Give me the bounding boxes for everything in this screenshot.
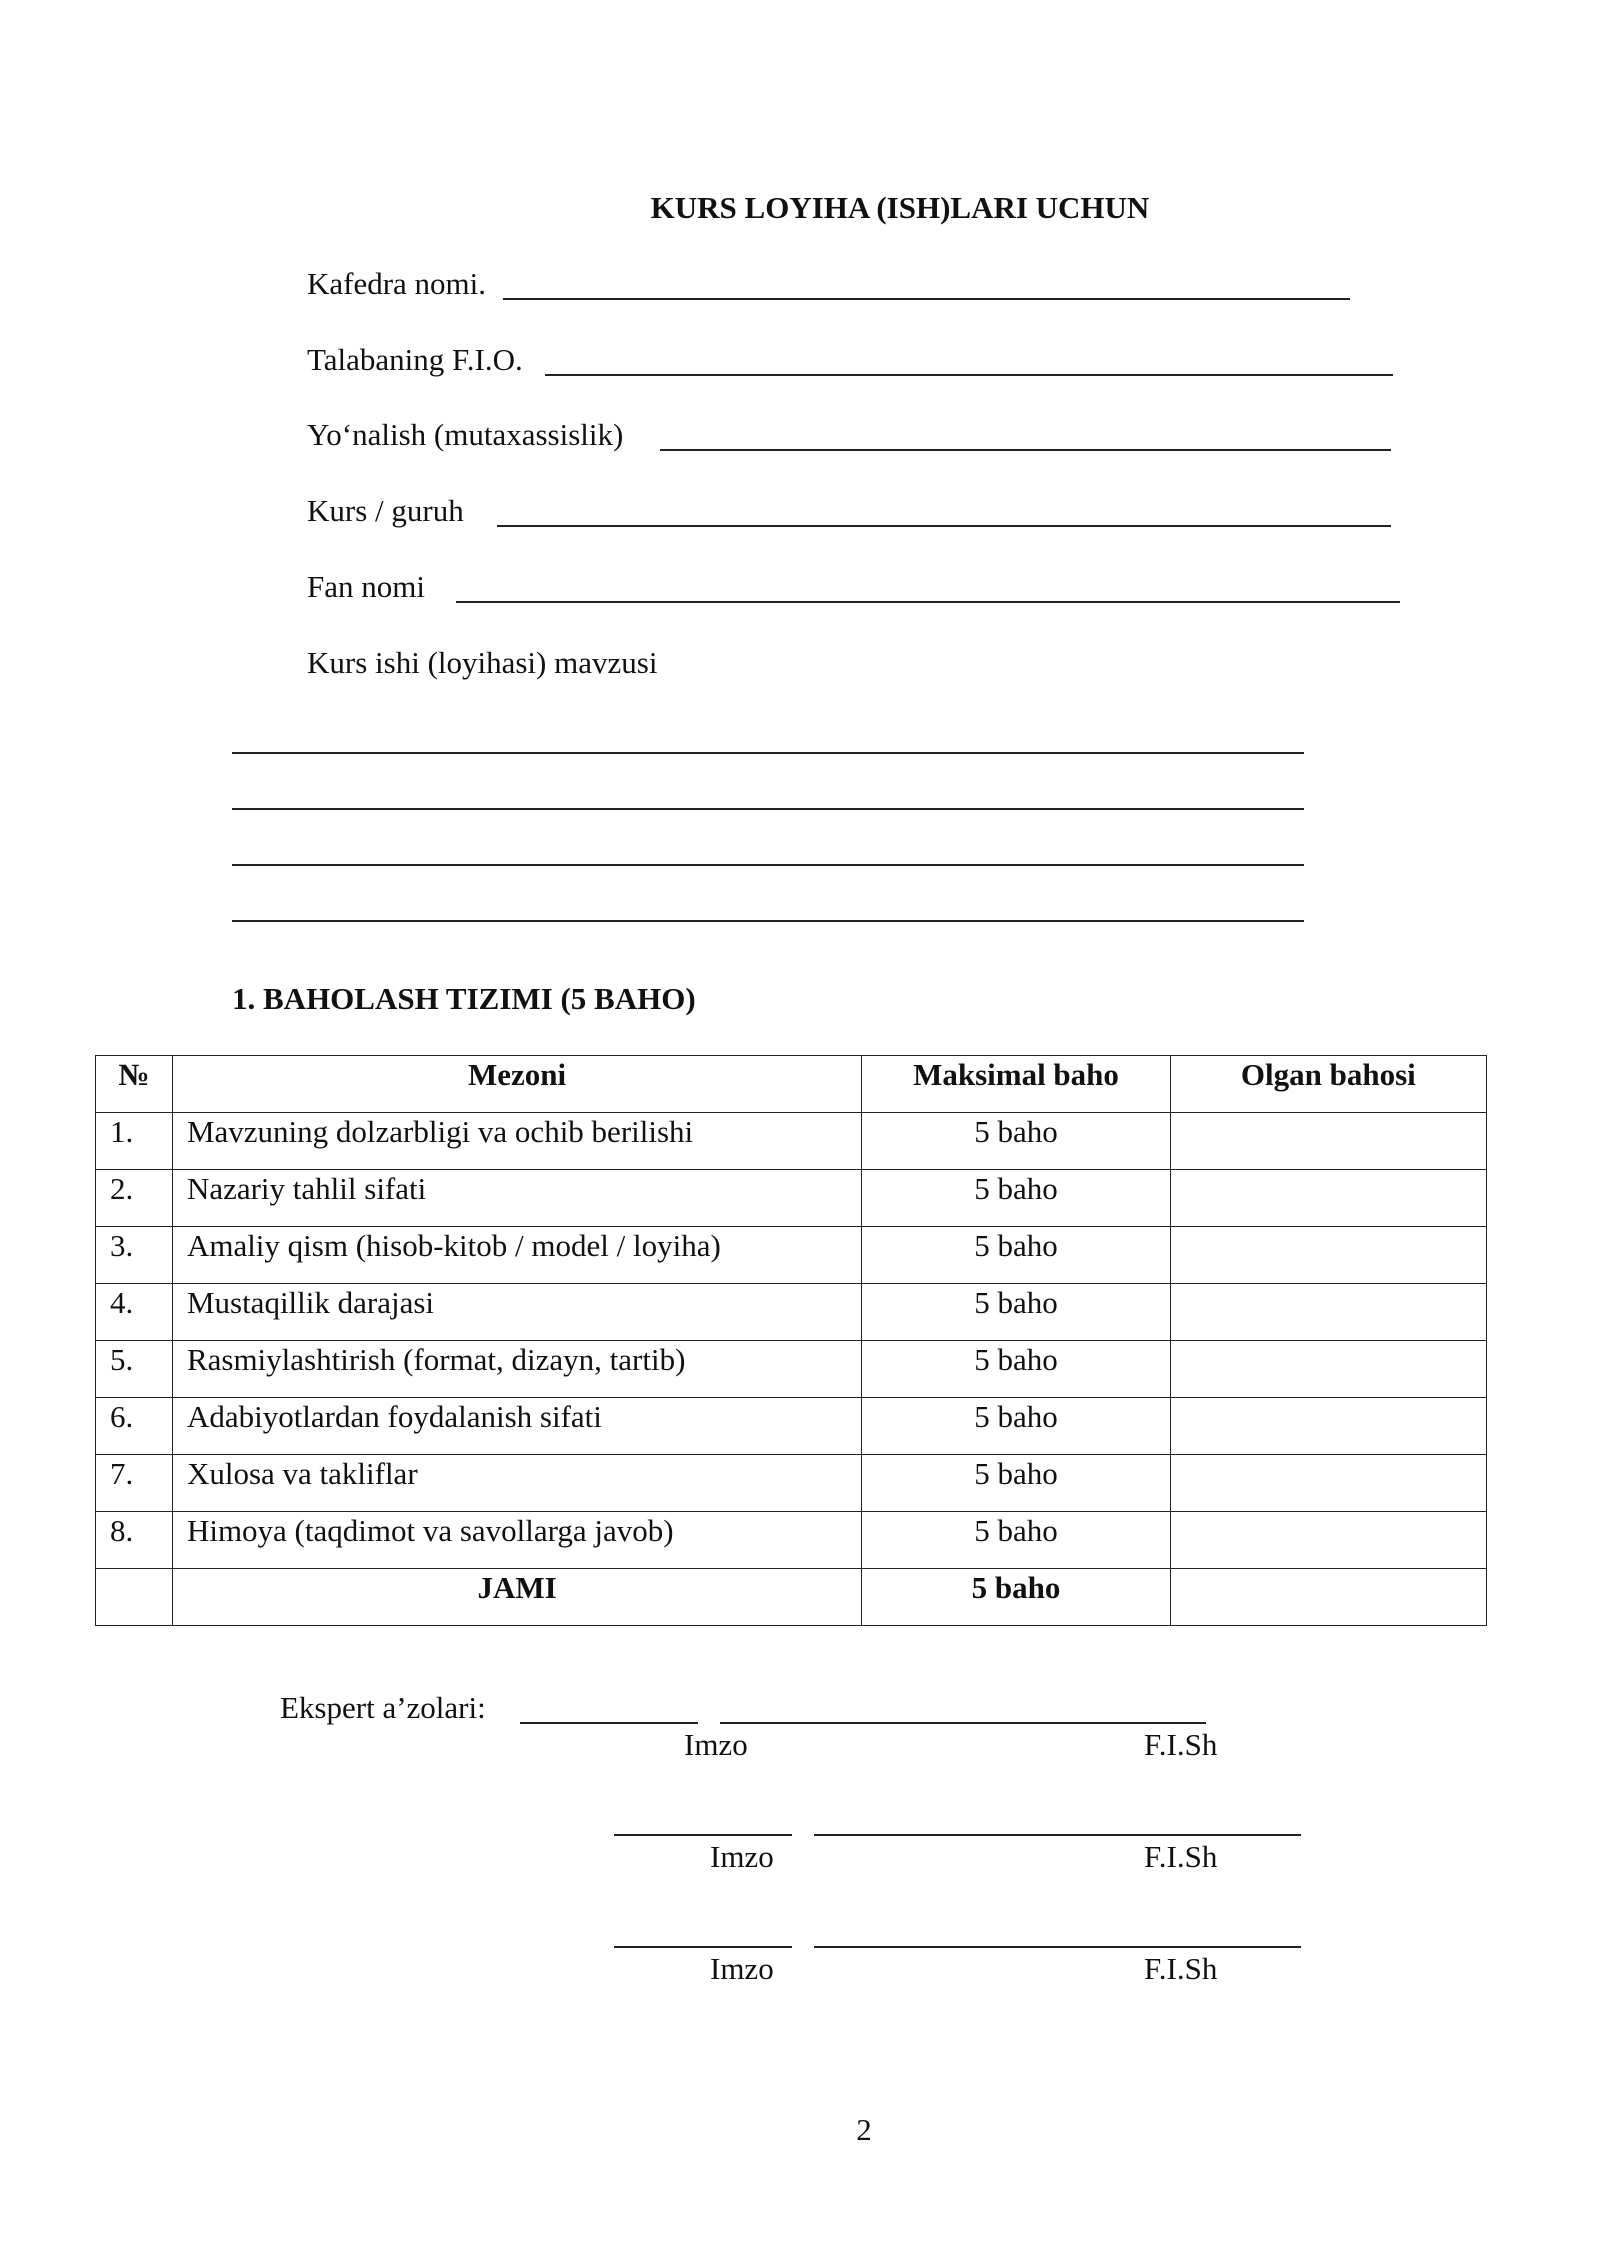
fish-label-3: F.I.Sh xyxy=(1144,1951,1218,1986)
row-max-grade: 5 baho xyxy=(862,1398,1170,1455)
fish-label-1: F.I.Sh xyxy=(1144,1727,1218,1762)
row-max-grade: 5 baho xyxy=(862,1341,1170,1398)
table-row xyxy=(96,1398,1487,1455)
table-header-row xyxy=(96,1056,1487,1113)
table-row xyxy=(96,1455,1487,1512)
mavzu-label: Kurs ishi (loyihasi) mavzusi xyxy=(307,645,658,680)
row-max-grade: 5 baho xyxy=(862,1170,1170,1227)
row-max-grade: 5 baho xyxy=(862,1227,1170,1284)
total-max-grade: 5 baho xyxy=(862,1569,1170,1626)
row-received-grade[interactable] xyxy=(1170,1455,1486,1512)
row-criterion: Himoya (taqdimot va savollarga javob) xyxy=(172,1512,861,1569)
page-number: 2 xyxy=(856,2112,872,2147)
row-received-grade[interactable] xyxy=(1170,1113,1486,1170)
row-received-grade[interactable] xyxy=(1170,1284,1486,1341)
kafedra-line[interactable] xyxy=(503,298,1350,300)
fish-label-2: F.I.Sh xyxy=(1144,1839,1218,1874)
header-number: № xyxy=(96,1056,173,1113)
total-number xyxy=(96,1569,173,1626)
row-number: 1. xyxy=(96,1113,173,1170)
row-received-grade[interactable] xyxy=(1170,1512,1486,1569)
row-number: 2. xyxy=(96,1170,173,1227)
fish-line-1[interactable] xyxy=(720,1722,1206,1724)
fish-line-3[interactable] xyxy=(814,1946,1301,1948)
talaba-line[interactable] xyxy=(545,374,1393,376)
grading-table xyxy=(95,1055,1487,1626)
row-max-grade: 5 baho xyxy=(862,1113,1170,1170)
fish-line-2[interactable] xyxy=(814,1834,1301,1836)
header-criterion: Mezoni xyxy=(172,1056,861,1113)
table-row xyxy=(96,1227,1487,1284)
table-row xyxy=(96,1113,1487,1170)
total-received-grade[interactable] xyxy=(1170,1569,1486,1626)
row-received-grade[interactable] xyxy=(1170,1398,1486,1455)
table-row xyxy=(96,1341,1487,1398)
header-received-grade: Olgan bahosi xyxy=(1170,1056,1486,1113)
yonalish-line[interactable] xyxy=(660,449,1391,451)
row-criterion: Xulosa va takliflar xyxy=(172,1455,861,1512)
row-max-grade: 5 baho xyxy=(862,1455,1170,1512)
table-row xyxy=(96,1284,1487,1341)
document-title: KURS LOYIHA (ISH)LARI UCHUN xyxy=(650,190,1150,225)
header-max-grade: Maksimal baho xyxy=(862,1056,1170,1113)
mavzu-line-3[interactable] xyxy=(232,864,1304,866)
mavzu-line-4[interactable] xyxy=(232,920,1304,922)
imzo-label-3: Imzo xyxy=(710,1951,774,1986)
table-row xyxy=(96,1512,1487,1569)
talaba-label: Talabaning F.I.O. xyxy=(307,342,523,377)
row-number: 6. xyxy=(96,1398,173,1455)
kafedra-label: Kafedra nomi. xyxy=(307,266,487,301)
row-criterion: Mustaqillik darajasi xyxy=(172,1284,861,1341)
kurs-guruh-line[interactable] xyxy=(497,525,1391,527)
row-criterion: Amaliy qism (hisob-kitob / model / loyiha) xyxy=(172,1227,861,1284)
row-number: 5. xyxy=(96,1341,173,1398)
row-number: 4. xyxy=(96,1284,173,1341)
experts-label: Ekspert a’zolari: xyxy=(280,1690,486,1725)
row-criterion: Rasmiylashtirish (format, dizayn, tartib) xyxy=(172,1341,861,1398)
table-total-row xyxy=(96,1569,1487,1626)
fan-line[interactable] xyxy=(456,601,1400,603)
row-received-grade[interactable] xyxy=(1170,1170,1486,1227)
row-number: 8. xyxy=(96,1512,173,1569)
row-number: 7. xyxy=(96,1455,173,1512)
mavzu-line-1[interactable] xyxy=(232,752,1304,754)
row-received-grade[interactable] xyxy=(1170,1227,1486,1284)
mavzu-line-2[interactable] xyxy=(232,808,1304,810)
row-criterion: Mavzuning dolzarbligi va ochib berilishi xyxy=(172,1113,861,1170)
section-title: 1. BAHOLASH TIZIMI (5 BAHO) xyxy=(232,981,696,1016)
row-max-grade: 5 baho xyxy=(862,1284,1170,1341)
imzo-label-1: Imzo xyxy=(684,1727,748,1762)
fan-label: Fan nomi xyxy=(307,569,425,604)
total-label: JAMI xyxy=(172,1569,861,1626)
signature-line-3[interactable] xyxy=(614,1946,792,1948)
signature-line-1[interactable] xyxy=(520,1722,698,1724)
row-number: 3. xyxy=(96,1227,173,1284)
yonalish-label: Yo‘nalish (mutaxassislik) xyxy=(307,417,624,452)
row-received-grade[interactable] xyxy=(1170,1341,1486,1398)
row-max-grade: 5 baho xyxy=(862,1512,1170,1569)
row-criterion: Nazariy tahlil sifati xyxy=(172,1170,861,1227)
signature-line-2[interactable] xyxy=(614,1834,792,1836)
kurs-guruh-label: Kurs / guruh xyxy=(307,493,464,528)
imzo-label-2: Imzo xyxy=(710,1839,774,1874)
row-criterion: Adabiyotlardan foydalanish sifati xyxy=(172,1398,861,1455)
table-row xyxy=(96,1170,1487,1227)
